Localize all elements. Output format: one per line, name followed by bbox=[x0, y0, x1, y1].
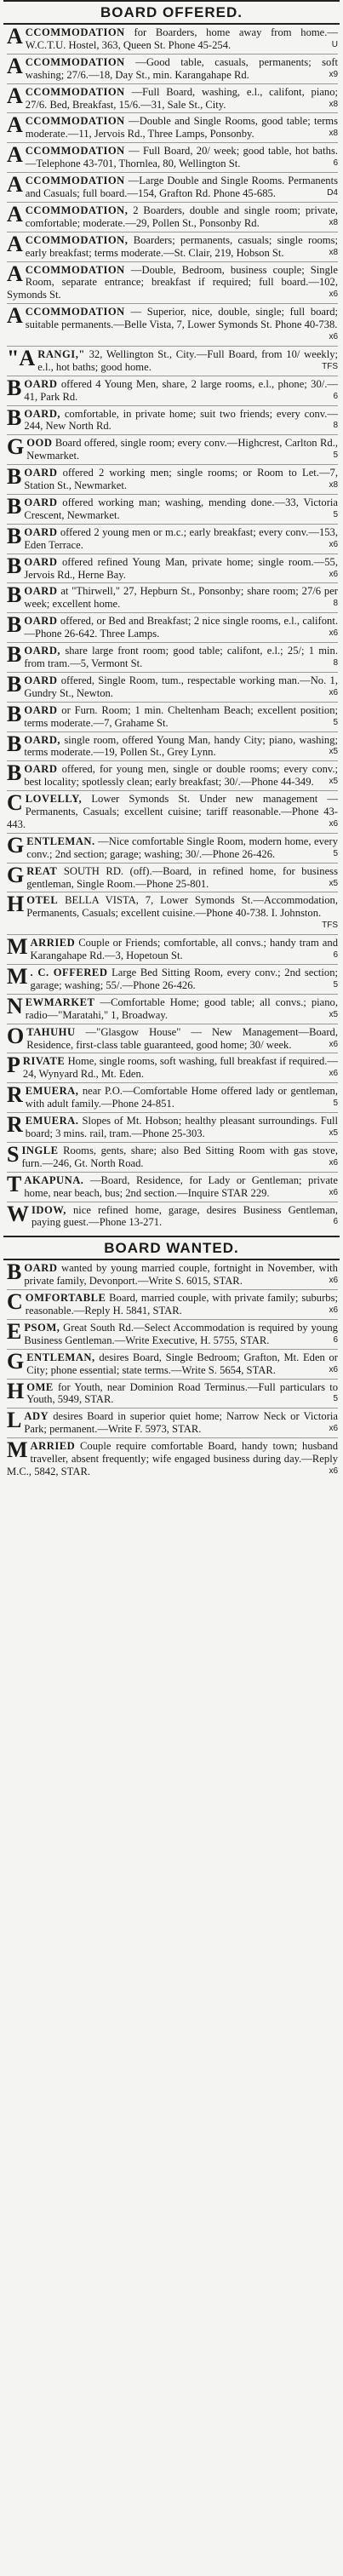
ad-lead-letter: B bbox=[7, 760, 22, 786]
ad-body-text: —"Glasgow House" — New Management—Board, Residence, first-class table guaranteed, good home; 30/ week. bbox=[26, 1025, 338, 1051]
ad-code: x6 bbox=[329, 1364, 338, 1374]
ad-code: U bbox=[331, 39, 338, 49]
ad-lead-letter: B bbox=[7, 494, 22, 519]
ad-body-text: —Board, Residence, for Lady or Gentleman; private home, near beach, bus; 2nd section.—Inquire STAR 229. bbox=[24, 1173, 338, 1199]
ad-body-text: BELLA VISTA, 7, Lower Symonds St.—Accommodation, Permanents, Casuals; excellent cuisine.—Phone 40-738. I. Johnston. bbox=[26, 894, 338, 920]
ad-lead-letter: O bbox=[7, 1023, 25, 1048]
ad-body-text: comfortable, in private home; suit two friends; every conv.—244, New North Rd. bbox=[24, 407, 339, 433]
ad-first-word: OARD bbox=[24, 615, 58, 628]
ad-list bbox=[0, 25, 343, 1231]
ad-code: 8 bbox=[333, 599, 338, 609]
classified-ad bbox=[7, 583, 338, 613]
classified-ad bbox=[7, 1173, 338, 1202]
ad-code: x5 bbox=[329, 747, 338, 757]
ad-body-text: offered refined Young Man, private home; single room.—55, Jervois Rd., Herne Bay. bbox=[24, 555, 338, 581]
ad-lead-letter: B bbox=[7, 612, 22, 638]
classified-ad bbox=[7, 304, 338, 347]
ad-lead-letter: H bbox=[7, 1378, 25, 1403]
ad-code: x8 bbox=[329, 129, 338, 139]
ad-body-text: Large Bed Sitting Room, every conv.; 2nd section; garage; washing; 55/.—Phone 26-426. bbox=[30, 967, 339, 991]
ad-first-word: ARRIED bbox=[30, 1440, 76, 1453]
ad-lead-letter: A bbox=[7, 201, 23, 227]
classified-ad bbox=[7, 55, 338, 84]
ad-lead-letter: G bbox=[7, 832, 25, 858]
ad-first-word: REAT bbox=[26, 864, 58, 877]
ad-body-text: —Double, Bedroom, business couple; Single Room, separate entrance; breakfast if required; full board.—102, Symonds St. bbox=[7, 263, 338, 301]
classified-ad bbox=[7, 965, 338, 995]
ad-code: 5 bbox=[333, 509, 338, 519]
ad-first-word: OMFORTABLE bbox=[25, 1292, 106, 1305]
ad-code: TFS bbox=[322, 361, 338, 371]
ad-body-text: —Full Board, washing, e.l., califont, piano; 27/6. Bed, Breakfast, 15/6.—31, Sale St., City. bbox=[25, 85, 338, 111]
classified-ad bbox=[7, 25, 338, 55]
ad-lead-letter: R bbox=[7, 1112, 23, 1138]
classified-ad bbox=[7, 84, 338, 114]
ad-first-word: CCOMMODATION bbox=[25, 263, 125, 276]
ad-code: 8 bbox=[333, 657, 338, 668]
ad-lead-letter: B bbox=[7, 701, 22, 726]
ad-first-word: ENTLEMAN. bbox=[26, 835, 95, 847]
classified-ad bbox=[7, 1438, 338, 1480]
ad-first-word: OARD bbox=[24, 674, 58, 686]
ad-first-word: CCOMMODATION, bbox=[25, 233, 129, 246]
ad-body-text: Board, married couple, with private family; suburbs; reasonable.—Reply H. 5841, STAR. bbox=[25, 1292, 338, 1317]
ad-body-text: nice refined home, garage, desires Business Gentleman, paying guest.—Phone 13-271. bbox=[31, 1203, 339, 1229]
ad-first-word: OARD, bbox=[24, 407, 61, 420]
ad-lead-letter: A bbox=[7, 112, 23, 138]
classified-ad bbox=[7, 1408, 338, 1438]
classified-ad bbox=[7, 173, 338, 203]
ad-code: 5 bbox=[333, 450, 338, 461]
ad-code: 5 bbox=[333, 717, 338, 727]
ad-code: x8 bbox=[329, 217, 338, 227]
classified-ad bbox=[7, 232, 338, 262]
ad-code: TFS bbox=[322, 921, 338, 931]
ad-first-word: OARD bbox=[24, 703, 58, 716]
ad-body-text: Lower Symonds St. Under new management — Permanents, Casuals; excellent cuisine; tariff reasonable.—Phone 43-443. bbox=[7, 793, 339, 830]
ad-body-text: offered, Single Room, tum., respectable working man.—No. 1, Gundry St., Newton. bbox=[24, 674, 338, 699]
ad-first-word: CCOMMODATION bbox=[25, 145, 125, 158]
ad-body-text: offered 2 working men; single rooms; or Room to Let.—7, Station St., Newmarket. bbox=[24, 467, 338, 492]
ad-code: x9 bbox=[329, 69, 338, 79]
classified-ad bbox=[7, 995, 338, 1024]
classified-ad bbox=[7, 1053, 338, 1083]
classified-ad bbox=[7, 791, 338, 834]
ad-first-word: RIVATE bbox=[22, 1055, 66, 1068]
ad-code: 5 bbox=[333, 1099, 338, 1109]
ad-first-word: . C. OFFERED bbox=[30, 967, 108, 978]
ad-lead-letter: B bbox=[7, 731, 22, 756]
ad-body-text: offered, or Bed and Breakfast; 2 nice single rooms, e.l., califont.—Phone 26-642. Three Lamps. bbox=[24, 615, 338, 640]
ad-first-word: OARD bbox=[24, 1262, 58, 1275]
ad-code: x6 bbox=[329, 1157, 338, 1168]
ad-code: x6 bbox=[329, 1187, 338, 1197]
ad-lead-letter: M bbox=[7, 964, 28, 989]
ad-lead-letter: A bbox=[7, 231, 23, 256]
classified-ad bbox=[7, 465, 338, 495]
ad-lead-letter: M bbox=[7, 934, 28, 960]
ad-first-word: OOD bbox=[26, 437, 53, 450]
ad-lead-letter: "A bbox=[7, 345, 36, 370]
ad-lead-letter: C bbox=[7, 790, 23, 816]
ad-body-text: offered working man; washing, mending done.—33, Victoria Crescent, Newmarket. bbox=[24, 496, 338, 521]
ad-first-word: OARD, bbox=[24, 733, 61, 746]
ad-body-text: single room, offered Young Man, handy City; piano, washing; terms moderate.—19, Pollen St., Grey Lynn. bbox=[24, 733, 338, 759]
ad-body-text: Couple or Friends; comfortable, all convs.; handy tram and Karangahape Rd.—3, Hopetoun St. bbox=[30, 937, 338, 962]
ad-body-text: share large front room; good table; califont, e.l.; 25/; 1 min. from tram.—5, Vermont St. bbox=[24, 645, 338, 669]
section-heading: BOARD WANTED. bbox=[3, 1236, 340, 1260]
ad-first-word: CCOMMODATION bbox=[25, 306, 125, 318]
classified-ad bbox=[7, 1320, 338, 1350]
ad-first-word: OARD bbox=[24, 496, 58, 508]
ad-code: x6 bbox=[329, 290, 338, 300]
ad-code: x6 bbox=[329, 687, 338, 697]
ad-body-text: Great South Rd.—Select Accommodation is required by young Business Gentleman.—Write Executive, H. 5755, STAR. bbox=[24, 1321, 338, 1346]
ad-body-text: —Nice comfortable Single Room, modern home, every conv.; 2nd section; garage; washing; 30/.—Phone 26-426. bbox=[26, 835, 338, 860]
ad-first-word: LOVELLY, bbox=[25, 793, 83, 806]
ad-lead-letter: C bbox=[7, 1289, 23, 1315]
ad-body-text: offered, for young men, single or double rooms; every conv.; best locality; spotlessly clean; early breakfast; 30/.—Phone 44-349. bbox=[24, 763, 338, 789]
classified-ad bbox=[7, 435, 338, 465]
ad-code: x5 bbox=[329, 1127, 338, 1138]
ad-first-word: OME bbox=[26, 1380, 54, 1393]
classified-ad bbox=[7, 703, 338, 732]
classified-ad bbox=[7, 495, 338, 525]
ad-first-word: OARD bbox=[24, 467, 58, 479]
ad-lead-letter: L bbox=[7, 1408, 22, 1433]
ad-first-word: EMUERA. bbox=[25, 1115, 79, 1127]
ad-first-word: EWMARKET bbox=[25, 995, 95, 1008]
ad-first-word: RANGI," bbox=[37, 347, 85, 360]
ad-body-text: Home, single rooms, soft washing, full breakfast if required.—24, Wynyard Rd., Mt. Eden. bbox=[22, 1055, 339, 1081]
ad-code: 5 bbox=[333, 979, 338, 990]
classified-ad bbox=[7, 525, 338, 554]
ad-code: x6 bbox=[329, 1069, 338, 1079]
ad-code: x6 bbox=[329, 1466, 338, 1476]
classified-ad bbox=[7, 892, 338, 935]
ad-first-word: ENTLEMAN, bbox=[26, 1351, 95, 1363]
classified-ad bbox=[7, 406, 338, 436]
ad-body-text: 32, Wellington St., City.—Full Board, from 10/ weekly; e.l., hot baths; good home. bbox=[37, 347, 338, 373]
ad-first-word: CCOMMODATION bbox=[25, 85, 125, 98]
ad-code: x6 bbox=[329, 569, 338, 579]
classified-ad bbox=[7, 732, 338, 762]
ad-body-text: at "Thirwell," 27, Hepburn St., Ponsonby; share room; 27/6 per week; excellent home. bbox=[24, 585, 338, 611]
ad-body-text: wanted by young married couple, fortnight in November, with private family, Devonport.—Write S. 6015, STAR. bbox=[24, 1262, 338, 1288]
ad-body-text: 2 Boarders, double and single room; private, comfortable; moderate.—29, Pollen St., Ponsonby Rd. bbox=[25, 204, 338, 229]
classified-ad bbox=[7, 1083, 338, 1113]
ad-lead-letter: E bbox=[7, 1318, 22, 1344]
classified-ad bbox=[7, 113, 338, 143]
ad-body-text: — Full Board, 20/ week; good table, hot baths.—Telephone 43-701, Thornlea, 80, Wellington St. bbox=[25, 145, 338, 170]
ad-code: D4 bbox=[327, 187, 338, 198]
ad-list bbox=[0, 1260, 343, 1480]
classified-ad bbox=[7, 1202, 338, 1231]
classified-ad bbox=[7, 834, 338, 863]
ad-body-text: Boarders; permanents, casuals; single rooms; early breakfast; terms moderate.—St. Clair, 219, Hobson St. bbox=[25, 233, 338, 259]
ad-first-word: OARD bbox=[24, 763, 58, 776]
classified-ad bbox=[7, 673, 338, 703]
ad-first-word: OARD bbox=[24, 377, 58, 390]
ad-code: 6 bbox=[333, 391, 338, 401]
classified-ad bbox=[7, 935, 338, 965]
classified-ad bbox=[7, 262, 338, 305]
classified-ad bbox=[7, 761, 338, 791]
ad-lead-letter: B bbox=[7, 553, 22, 578]
ad-lead-letter: B bbox=[7, 464, 22, 490]
ad-body-text: —Comfortable Home; good table; all convs.; piano, radio—"Maratahi," 1, Broadway. bbox=[25, 995, 338, 1021]
classified-ad bbox=[7, 203, 338, 232]
ad-code: x6 bbox=[329, 332, 338, 342]
ad-body-text: for Boarders, home away from home.—W.C.T.U. Hostel, 363, Queen St. Phone 45-254. bbox=[25, 26, 338, 51]
ad-body-text: near P.O.—Comfortable Home offered lady or gentleman, with adult family.—Phone 24-851. bbox=[25, 1085, 339, 1110]
classified-ad bbox=[7, 643, 338, 673]
classified-ad bbox=[7, 347, 338, 376]
ad-lead-letter: P bbox=[7, 1053, 20, 1078]
ad-lead-letter: S bbox=[7, 1141, 20, 1167]
classified-ad bbox=[7, 376, 338, 406]
ad-lead-letter: B bbox=[7, 375, 22, 400]
ad-first-word: PSOM, bbox=[24, 1321, 60, 1334]
ad-code: x5 bbox=[329, 878, 338, 888]
ad-code: x5 bbox=[329, 1009, 338, 1019]
ad-lead-letter: A bbox=[7, 53, 23, 78]
ad-code: x8 bbox=[329, 247, 338, 257]
classified-ad bbox=[7, 143, 338, 173]
ad-first-word: CCOMMODATION bbox=[25, 115, 125, 128]
ad-lead-letter: B bbox=[7, 642, 22, 668]
ad-first-word: CCOMMODATION bbox=[25, 26, 125, 38]
ad-body-text: offered 4 Young Men, share, 2 large rooms, e.l., phone; 30/.—41, Park Rd. bbox=[24, 377, 338, 403]
ad-code: x8 bbox=[329, 99, 338, 109]
ad-body-text: —Large Double and Single Rooms. Permanents and Casuals; full board.—154, Grafton Rd. Phone 45-685. bbox=[25, 175, 338, 199]
classified-ad bbox=[7, 1290, 338, 1320]
ad-body-text: Couple require comfortable Board, handy town; husband traveller, absent frequently; wife engaged business during day.—Reply M.C., 5842, STAR. bbox=[7, 1440, 338, 1477]
classified-ad bbox=[7, 863, 338, 893]
ad-code: 6 bbox=[333, 1217, 338, 1227]
ad-code: 5 bbox=[333, 848, 338, 858]
ad-body-text: SOUTH RD. (off).—Board, in refined home, for business gentleman, Single Room.—Phone 25-801. bbox=[26, 864, 338, 890]
ad-lead-letter: G bbox=[7, 1348, 25, 1374]
ad-first-word: ARRIED bbox=[30, 937, 76, 950]
ad-lead-letter: A bbox=[7, 261, 23, 286]
ad-lead-letter: G bbox=[7, 862, 25, 887]
ad-first-word: OTEL bbox=[26, 894, 59, 907]
classified-ad bbox=[7, 554, 338, 584]
ad-code: x6 bbox=[329, 1276, 338, 1286]
ad-first-word: AKAPUNA. bbox=[24, 1173, 84, 1186]
ad-lead-letter: W bbox=[7, 1201, 29, 1226]
ad-first-word: CCOMMODATION bbox=[25, 55, 125, 68]
ad-code: 6 bbox=[333, 1334, 338, 1345]
ad-first-word: CCOMMODATION, bbox=[25, 204, 129, 216]
ad-code: x5 bbox=[329, 777, 338, 787]
ad-first-word: OARD bbox=[24, 555, 58, 568]
ad-code: x6 bbox=[329, 818, 338, 829]
ad-lead-letter: G bbox=[7, 434, 25, 460]
ad-code: 6 bbox=[333, 158, 338, 169]
ad-first-word: IDOW, bbox=[31, 1203, 66, 1216]
classified-ad bbox=[7, 1143, 338, 1173]
ad-lead-letter: B bbox=[7, 1259, 22, 1285]
ad-first-word: ADY bbox=[24, 1410, 49, 1423]
ad-lead-letter: A bbox=[7, 24, 23, 49]
ad-code: x8 bbox=[329, 480, 338, 491]
ad-code: 8 bbox=[333, 421, 338, 431]
ad-first-word: OARD bbox=[24, 525, 58, 538]
classified-ad bbox=[7, 613, 338, 643]
ad-body-text: —Good table, casuals, permanents; soft washing; 27/6.—18, Day St., min. Karangahape Rd. bbox=[25, 55, 339, 81]
ad-lead-letter: B bbox=[7, 671, 22, 697]
ad-first-word: EMUERA, bbox=[25, 1085, 79, 1098]
ad-body-text: or Furn. Room; 1 min. Cheltenham Beach; excellent position; terms moderate.—7, Grahame St. bbox=[24, 703, 338, 729]
ad-code: x6 bbox=[329, 1305, 338, 1316]
ad-first-word: TAHUHU bbox=[26, 1025, 76, 1038]
ad-body-text: Slopes of Mt. Hobson; healthy pleasant surroundings. Full board; 3 mins. rail, tram.—Phone 25-303. bbox=[25, 1115, 338, 1139]
classified-ad bbox=[7, 1260, 338, 1290]
classified-ad bbox=[7, 1380, 338, 1409]
ad-lead-letter: A bbox=[7, 142, 23, 168]
ad-lead-letter: T bbox=[7, 1171, 22, 1196]
ad-lead-letter: B bbox=[7, 404, 22, 430]
ad-lead-letter: A bbox=[7, 172, 23, 198]
ad-body-text: for Youth, near Dominion Road Terminus.—Full particulars to Youth, 5949, STAR. bbox=[26, 1380, 338, 1406]
ad-lead-letter: H bbox=[7, 892, 25, 917]
ad-lead-letter: R bbox=[7, 1082, 23, 1108]
classified-ad bbox=[7, 1113, 338, 1143]
ad-lead-letter: B bbox=[7, 523, 22, 548]
ad-body-text: desires Board in superior quiet home; Narrow Neck or Victoria Park; permanent.—Write F. 5973, STAR. bbox=[24, 1410, 338, 1436]
ad-lead-letter: N bbox=[7, 993, 23, 1018]
ad-first-word: INGLE bbox=[21, 1144, 59, 1156]
classified-ad bbox=[7, 1024, 338, 1054]
ad-lead-letter: A bbox=[7, 303, 23, 329]
ad-code: x6 bbox=[329, 1424, 338, 1434]
classified-ad bbox=[7, 1350, 338, 1380]
ad-lead-letter: M bbox=[7, 1437, 28, 1463]
ad-body-text: Rooms, gents, share; also Bed Sitting Room with gas stove, furn.—246, Gt. North Road. bbox=[21, 1144, 338, 1169]
ad-code: x6 bbox=[329, 1039, 338, 1049]
ad-lead-letter: A bbox=[7, 83, 23, 108]
ad-code: x6 bbox=[329, 628, 338, 639]
ad-body-text: Board offered, single room; every conv.—Highcrest, Carlton Rd., Newmarket. bbox=[26, 437, 338, 462]
ad-lead-letter: B bbox=[7, 582, 22, 608]
ad-body-text: desires Board, Single Bedroom; Grafton, Mt. Eden or City; phone essential; state terms.—Write S. 5654, STAR. bbox=[26, 1351, 338, 1376]
ad-first-word: OARD, bbox=[24, 645, 61, 657]
ad-body-text: —Double and Single Rooms, good table; terms moderate.—11, Jervois Rd., Three Lamps, Ponsonby. bbox=[25, 115, 338, 141]
ad-body-text: — Superior, nice, double, single; full board; suitable permanents.—Belle Vista, 7, Lower Symonds St. Phone 40-738. bbox=[25, 306, 338, 331]
ad-first-word: OARD bbox=[24, 585, 58, 598]
ad-first-word: CCOMMODATION bbox=[25, 175, 125, 187]
ad-body-text: offered 2 young men or m.c.; early breakfast; every conv.—153, Eden Terrace. bbox=[24, 525, 338, 551]
ad-code: 5 bbox=[333, 1394, 338, 1404]
ad-code: 6 bbox=[333, 950, 338, 961]
ad-code: x6 bbox=[329, 539, 338, 549]
section-heading: BOARD OFFERED. bbox=[3, 0, 340, 25]
